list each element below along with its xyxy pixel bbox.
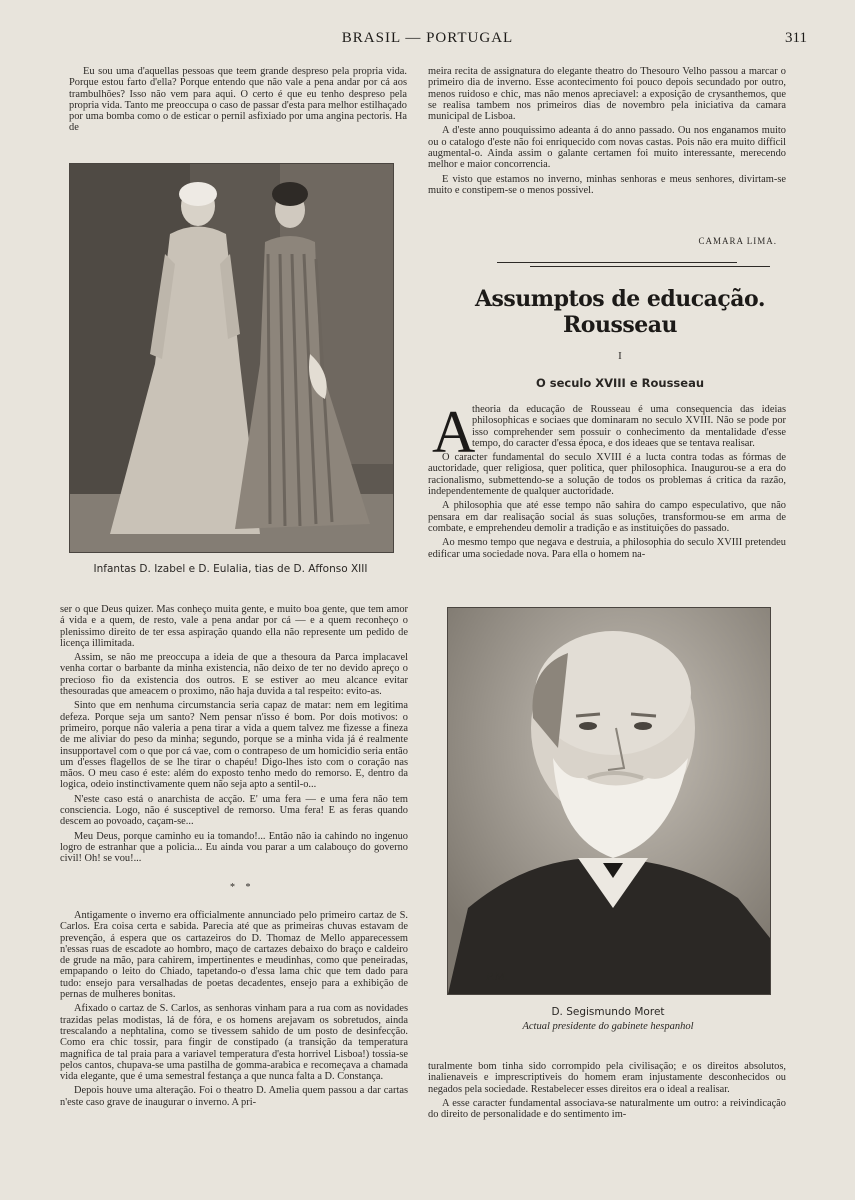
paragraph: A d'este anno pouquissimo adeanta á do anno passado. Ou nos enganamos muito ou o catalogo d'este não foi enriquecido com novas castas. Pois não era muito difficil augmental-o. Ainda assim o galante certamen foi muito interessante, merecendo melhor e maior concorrencia. [428,125,786,171]
left-bottom-text [60,910,408,1111]
paragraph: A philosophia que até esse tempo não sahira do campo especulativo, que não pensara em dar realisação social ás suas soluções, transformou-se em arma de combate, e emprehendeu demolir a tradição e as instituições do passado. [428,500,786,534]
left-continuation-text [60,604,408,868]
photo-infantas [69,163,394,553]
article-title: Assumptos de educação. Rousseau [474,286,766,338]
paragraph: Eu sou uma d'aquellas pessoas que teem grande despreso pela propria vida. Porque estou farto d'ella? Porque entendo que não vale a pena andar por cá aos trambulhões? Isso não vem para aqui. O certo é que eu tenho despreso pela propria vida. Tanto me preoccupa o caso de passar d'esta para melhor estilhaçado por uma bomba como o de esticar o pernil asfixiado por uma angina pectoris. Ha de [69,66,407,134]
paragraph: meira recita de assignatura do elegante theatro do Thesouro Velho passou a marcar o primeiro dia de inverno. Esse acontecimento foi pouco depois secundado por outro, menos ruidoso e chic, mas não menos apreciavel: a exposição de crysanthemos, que se realisa tambem nos primeiros dias de novembro pela iniciativa da camara municipal de Lisboa. [428,66,786,123]
paragraph: N'este caso está o anarchista de acção. E' uma fera — e uma fera não tem consciencia. Logo, não é susceptivel de remorso. Uma fera! E as feras quando descem ao povoado, caçam-se... [60,793,408,828]
article-continuation-text [428,1061,786,1123]
author-signature: CAMARA LIMA. [698,236,777,246]
infantas-illustration [70,164,393,552]
moret-subcaption: Actual presidente do gabinete hespanhol [522,1021,694,1032]
page-number: 311 [785,30,807,46]
paragraph: theoria da educação de Rousseau é uma consequencia das ideias philosophicas e sociaes que dominaram no seculo XVIII. Não se pode por isso comprehender sem possuir o conhecimento da mentalidade d'esse tempo, do caracter d'essa época, e dos ideaes que se tentava realisar. [472,404,786,449]
paragraph: turalmente bom tinha sido corrompido pela civilisação; e os direitos absolutos, inalienaveis e imprescriptiveis do homem eram injustamente desconhecidos ou negados pela sociedade. Restabelecer esses direitos era o ideal a realisar. [428,1061,786,1095]
paragraph: Meu Deus, porque caminho eu ia tomando!... Então não ia cahindo no ingenuo logro de estranhar que a policia... Eu ainda vou parar a um calabouço do governo civil! Oh! se vou!... [60,830,408,865]
article-subheading: O seculo XVIII e Rousseau [535,376,705,390]
divider-rule [530,266,770,267]
paragraph: ser o que Deus quizer. Mas conheço muita gente, e muito boa gente, que tem amor á vida e a quem, de resto, vale a pena andar por cá — e a quem reconheço o plenissimo direito de ter essa aspiração quando ella não represente um pedido de licença illimitada. [60,604,408,649]
moret-caption: D. Segismundo Moret [551,1006,665,1018]
right-top-text [428,66,786,199]
paragraph: Sinto que em nenhuma circumstancia seria capaz de matar: nem em legitima defeza. Porque seja um santo? Nem pensar n'isso é bom. Por dois motivos: o primeiro, porque não valeria a pena tirar a vida a quem talvez me fizesse a fineza de me aliviar do peso da minha; segundo, porque se a minha vida já é realmente insupportavel com o que por cá vae, com o contrapeso de um homicidio seria então um d'esses flagellos de se lhe tirar o chapéu! Digo-lhes isto com o coração nas mãos. O meu caso é este: além do exposto tenho medo do remorso. E, dentro da logica, odeio instinctivamente quem não seja apto a sentil-o... [60,700,408,791]
left-top-text [69,66,407,137]
running-title: BRASIL — PORTUGAL [341,30,514,46]
article-text [428,399,786,563]
divider-rule [497,262,737,263]
paragraph: Ao mesmo tempo que negava e destruia, a philosophia do seculo XVIII pretendeu edificar uma sociedade nova. Para ella o homem na- [428,537,786,560]
photo-moret [447,607,771,995]
paragraph: Antigamente o inverno era officialmente annunciado pelo primeiro cartaz de S. Carlos. Era coisa certa e sabida. Parecia até que as primeiras chuvas estavam de prevenção, á espera que os cartazeiros do D. Thomaz de Mello apparecessem n'essas ruas de escadote ao hombro, maço de cartazes debaixo do braço e caldeiro de grude na mão, para cahirem, impertinentes e meudinhas, como que peneiradas, empapando o leito do Chiado, tapetando-o d'essa lama chic que tem dado para tudo: ensejo para versalhadas de poetas decadentes, ensejo para a exhibição de pernas de mulheres bonitas. [60,910,408,1001]
paragraph: Depois houve uma alteração. Foi o theatro D. Amelia quem passou a dar cartas n'este caso grave de inaugurar o inverno. A pri- [60,1085,408,1108]
paragraph: E visto que estamos no inverno, minhas senhoras e meus senhores, divirtam-se muito e constipem-se o menos possivel. [428,173,786,196]
monogram: P.M. [486,969,508,983]
paragraph: Afixado o cartaz de S. Carlos, as senhoras vinham para a rua com as novidades trazidas pelas modistas, lá de fóra, e os homens arejavam os sobretudos, ainda trescalando a nephtalina, como se tivessem sahido de um posto de desinfecção. Como era chic tossir, para fingir de constipado (a transição da temperatura magnifica de tal praia para a variavel temperatura d'esta horrivel Lisboa!) tossia-se pelos cantos, chupava-se uma pastilha de gomma-arabica e recomeçava a chamada vida elegante, que é uma semestral festança a que nunca falta a D. Constança. [60,1003,408,1083]
section-separator: * * [230,882,255,893]
moret-portrait-illustration [448,608,770,994]
infantas-caption: Infantas D. Izabel e D. Eulalia, tias de D. Affonso XIII [93,563,368,575]
paragraph: O caracter fundamental do seculo XVIII é a lucta contra todas as fórmas de auctoridade, quer religiosa, quer politica, quer philosophica. Inaugurou-se a era do racionalismo, submettendo-se a solução de todos os problemas á critica da razão, independentemente de qualquer auctoridade. [428,452,786,498]
paragraph: A esse caracter fundamental associava-se naturalmente um outro: a reivindicação do direito de personalidade e do sentimento im- [428,1097,786,1121]
paragraph: Assim, se não me preoccupa a ideia de que a thesoura da Parca implacavel venha cortar o barbante da minha existencia, não deixo de ter no devido apreço o precioso fio da existencia dos outros. E se estiver ao meu alcance evitar thesouradas que ameacem o proximo, não haja duvida a tal respeito: evito-as. [60,652,408,698]
article-section-number: I [618,350,622,362]
dropcap: A [432,399,476,465]
